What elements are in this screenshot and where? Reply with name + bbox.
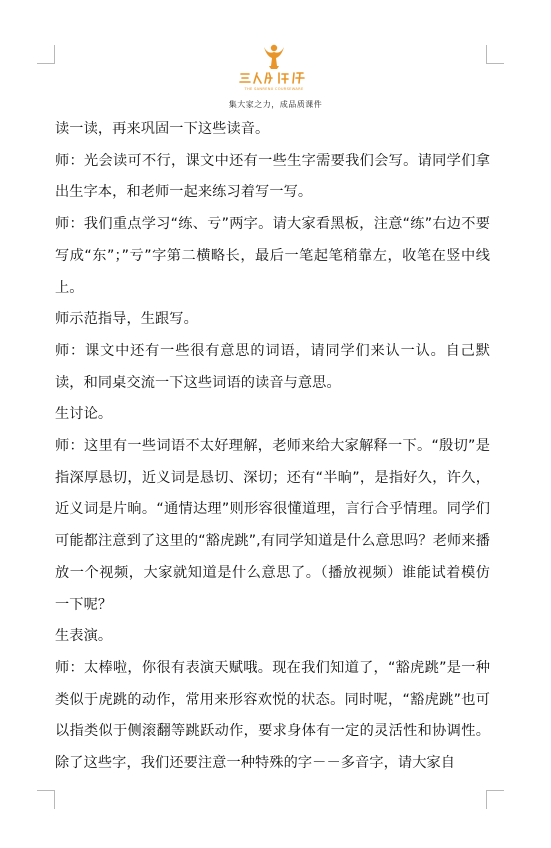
crop-mark-bottom-right — [486, 790, 504, 809]
paragraph: 生表演。 — [55, 628, 113, 645]
header-tagline: 集大家之力，成品质课件 — [228, 100, 323, 109]
paragraph: 师：太棒啦，你很有表演天赋哦。现在我们知道了，“豁虎跳”是一种类似于虎跳的动作，常用来形容欢悦的状态。同时呢，“豁虎跳”也可以指类似于侧滚翻等跳跃动作，要求身体有一定的灵活性和协调性。除了这些字，我们还要注意一种特殊的字－－多音字，请大家自 — [55, 659, 490, 772]
paragraph: 师：我们重点学习“练、亏”两字。请大家看黑板，注意“练”右边不要写成“东”；”亏”字第二横略长，最后一笔起笔稍靠左，收笔在竖中线上。 — [55, 216, 490, 296]
crop-mark-bottom-left — [37, 790, 55, 809]
paragraph: 师：光会读可不行，课文中还有一些生字需要我们会写。请同学们拿出生字本，和老师一起来练习着写一写。 — [55, 152, 490, 201]
logo-subtitle: THE SANRENX COURSEWARE — [244, 87, 304, 91]
brand-logo-graphic — [236, 42, 312, 92]
paragraph: 师示范指导，生跟写。 — [55, 311, 198, 328]
paragraph: 师：课文中还有一些很有意思的词语，请同学们来认一认。自己默读，和同桌交流一下这些词语的读音与意思。 — [55, 342, 490, 391]
paragraph: 师：这里有一些词语不太好理解，老师来给大家解释一下。“殷切”是指深厚恳切，近义词是恳切、深切；还有“半晌”，是指好久，许久，近义词是片晌。“通情达理”则形容很懂道理，言行合乎情理。同学们可能都注意到了这里的“豁虎跳”,有同学知道是什么意思吗？老师来播放一个视频，大家就知道是什么意思了。（播放视频）谁能试着模仿一下呢？ — [55, 438, 490, 613]
brand-logo — [236, 42, 312, 92]
paragraph: 读一读，再来巩固一下这些读音。 — [55, 121, 270, 137]
crop-mark-top-right — [486, 45, 504, 64]
crop-mark-top-left — [37, 45, 55, 64]
document-body — [55, 114, 490, 780]
paragraph: 生讨论。 — [55, 406, 113, 423]
